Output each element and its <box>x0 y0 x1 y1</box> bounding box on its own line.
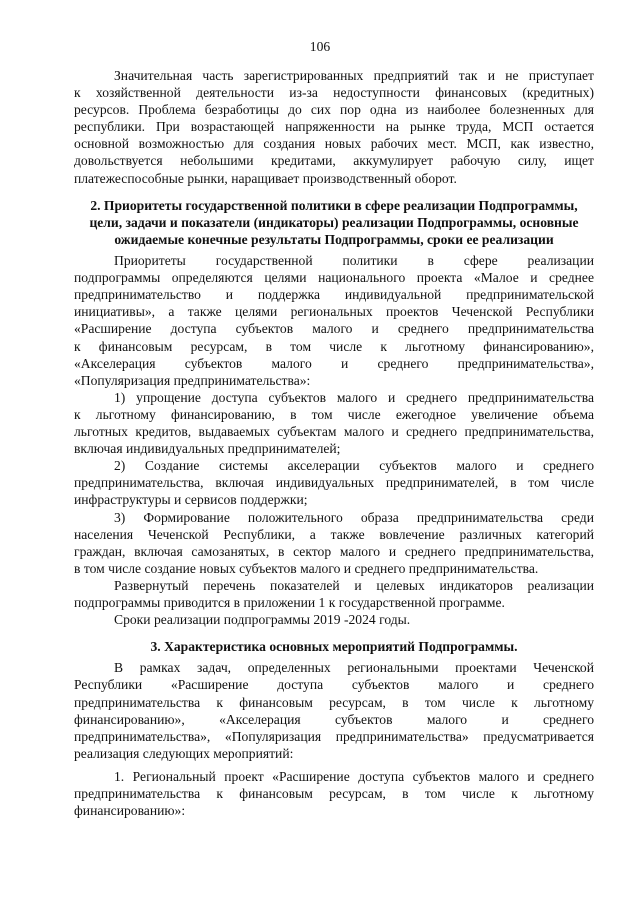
text-line: Развернутый перечень показателей и целевых индикаторов реализации <box>114 578 594 593</box>
section-heading-line: 3. Характеристика основных мероприятий Подпрограммы. <box>150 639 518 654</box>
text-line: предпринимательство и поддержка индивидуальной предпринимательской <box>74 287 594 302</box>
text-line: к финансовым ресурсам, в том числе к льготному финансированию», <box>74 339 594 354</box>
text-line: Сроки реализации подпрограммы 2019 -2024 годы. <box>114 612 411 627</box>
text-line: Республики «Расширение доступа субъектов малого и среднего <box>74 677 594 692</box>
text-line: предпринимательства к финансовым ресурсам, в том числе к льготному <box>74 786 594 801</box>
text-line: основной возможностью для создания новых рабочих мест. МСП, как известно, <box>74 136 594 151</box>
text-line: платежеспособные рынки, наращивает производственный оборот. <box>74 171 457 186</box>
text-line: предпринимательства», «Популяризация предпринимательства» предусматривается <box>74 729 594 744</box>
page-number: 106 <box>309 39 331 54</box>
text-line: к льготному финансированию, в том числе ежегодное увеличение объема <box>74 407 594 422</box>
text-line: финансированию»: <box>74 803 186 818</box>
section-heading-line: цели, задачи и показатели (индикаторы) реализации Подпрограммы, основные <box>89 215 579 230</box>
text-line: реализация следующих мероприятий: <box>74 746 294 761</box>
text-line: финансированию», «Акселерация субъектов малого и среднего <box>74 712 594 727</box>
text-line: республики. При возрастающей напряженности на рынке труда, МСП остается <box>74 119 594 134</box>
text-line: предпринимательства к финансовым ресурсам, в том числе к льготному <box>74 695 594 710</box>
text-line: инфраструктуры и сервисов поддержки; <box>74 492 308 507</box>
text-line: 3) Формирование положительного образа предпринимательства среди <box>114 510 594 525</box>
text-line: включая индивидуальных предпринимателей; <box>74 441 341 456</box>
text-line: к хозяйственной деятельности из-за недоступности финансовых (кредитных) <box>74 85 594 100</box>
text-line: 1) упрощение доступа субъектов малого и среднего предпринимательства <box>114 390 594 405</box>
text-line: ресурсов. Проблема безработицы до сих пор одна из наиболее болезненных для <box>74 102 594 117</box>
text-line: В рамках задач, определенных региональными проектами Чеченской <box>114 660 594 675</box>
text-line: предпринимательства, включая индивидуальных предпринимателей, в том числе <box>74 475 594 490</box>
section-heading-line: ожидаемые конечные результаты Подпрограммы, сроки ее реализации <box>114 232 554 247</box>
text-line: довольствуется небольшими кредитами, аккумулирует рабочую силу, ищет <box>74 153 594 168</box>
text-line: граждан, включая самозанятых, в сектор малого и среднего предпринимательства, <box>74 544 594 559</box>
text-line: «Расширение доступа субъектов малого и среднего предпринимательства <box>74 321 594 336</box>
text-line: «Популяризация предпринимательства»: <box>74 373 311 388</box>
text-line: 1. Региональный проект «Расширение доступа субъектов малого и среднего <box>114 769 594 784</box>
text-line: подпрограммы определяются целями национального проекта «Малое и среднее <box>74 270 594 285</box>
text-line: населения Чеченской Республики, а также вовлечение различных категорий <box>74 527 594 542</box>
text-line: инициативы», а также целями региональных проектов Чеченской Республики <box>74 304 594 319</box>
text-line: Приоритеты государственной политики в сфере реализации <box>114 253 594 268</box>
text-line: в том числе создание новых субъектов малого и среднего предпринимательства. <box>74 561 539 576</box>
text-line: подпрограммы приводится в приложении 1 к государственной программе. <box>74 595 505 610</box>
text-line: «Акселерация субъектов малого и среднего предпринимательства», <box>74 356 594 371</box>
text-line: льготных кредитов, выдаваемых субъектам малого и среднего предпринимательства, <box>74 424 594 439</box>
section-heading-line: 2. Приоритеты государственной политики в сфере реализации Подпрограммы, <box>90 198 578 213</box>
text-line: Значительная часть зарегистрированных предприятий так и не приступает <box>114 68 594 83</box>
text-line: 2) Создание системы акселерации субъектов малого и среднего <box>114 458 594 473</box>
